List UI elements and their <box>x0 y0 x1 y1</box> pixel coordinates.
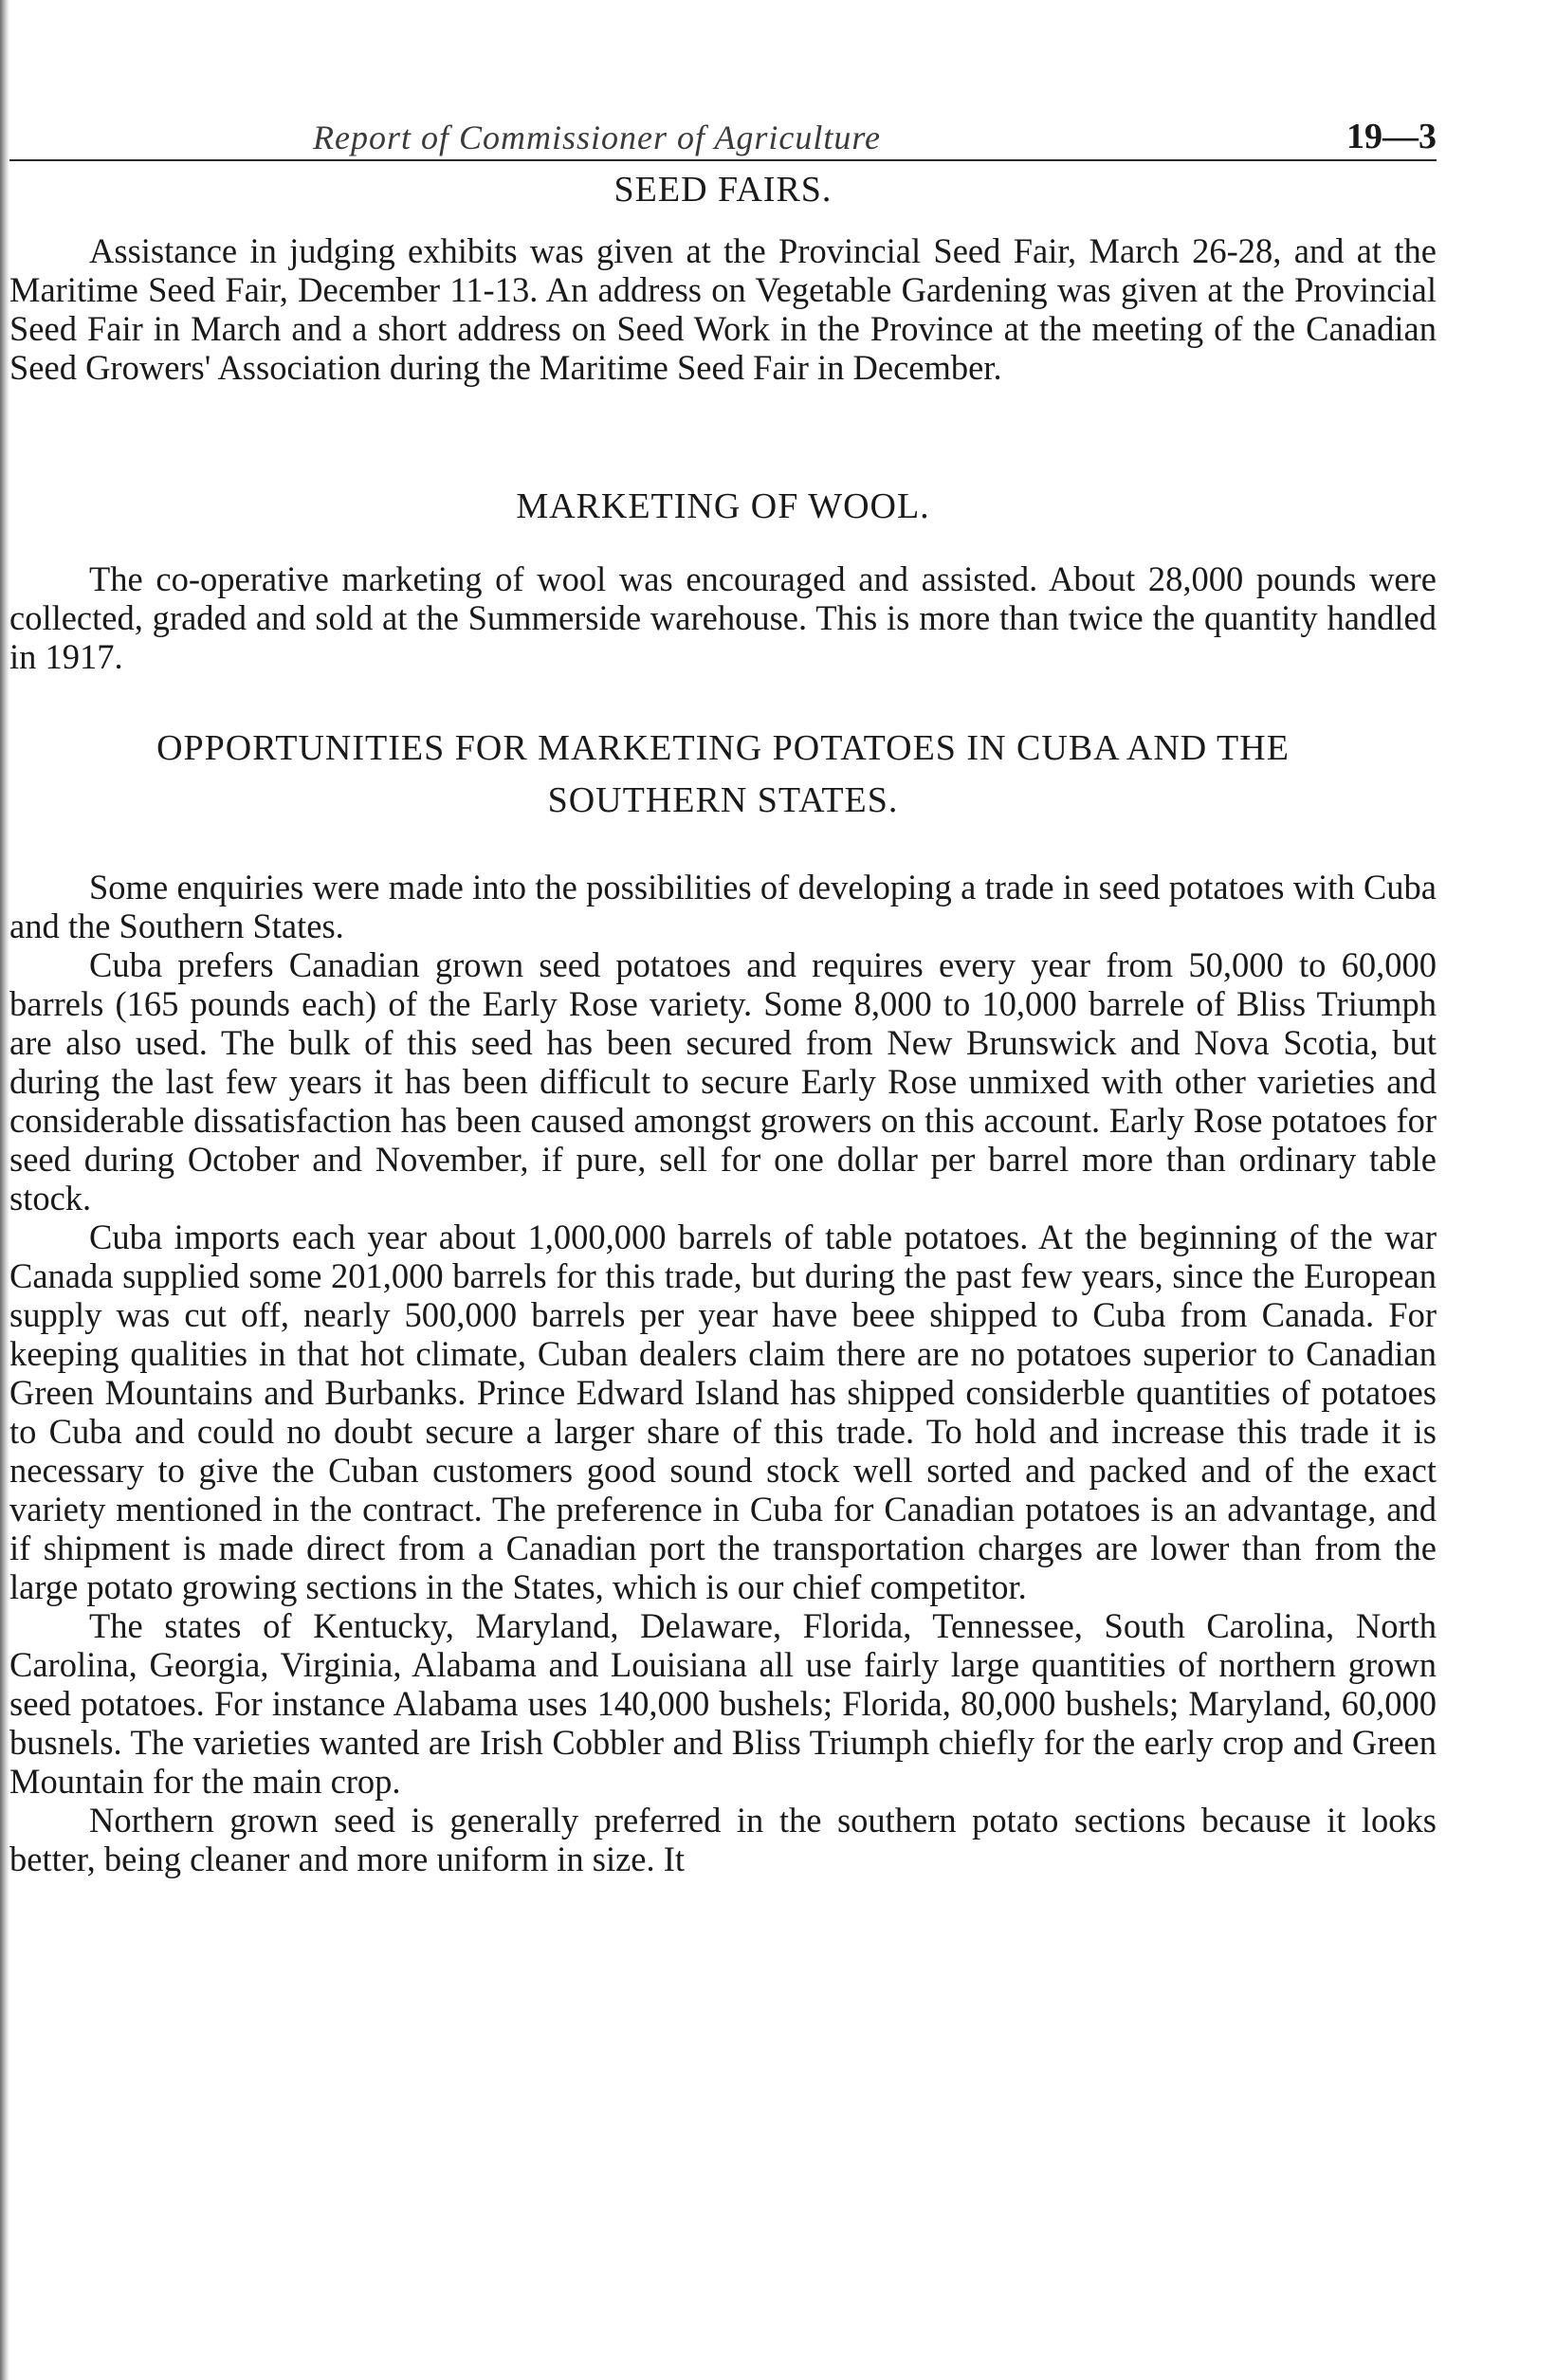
section-body-seed-fairs <box>9 231 1437 387</box>
page-number: 19—3 <box>1346 117 1437 156</box>
running-title: Report of Commissioner of Agriculture <box>313 119 881 156</box>
paragraph: The states of Kentucky, Maryland, Delaware, Florida, Tennessee, South Carolina, North Carolina, Georgia, Virginia, Alabama and Louisiana all use fairly large quantities of northern grown seed potatoes. For instance Alabama uses 140,000 bushels; Florida, 80,000 bushels; Maryland, 60,000 busnels. The varieties wanted are Irish Cobbler and Bliss Triumph chiefly for the early crop and Green Mountain for the main crop. <box>9 1606 1437 1801</box>
running-header <box>9 114 1437 161</box>
paragraph: The co-operative marketing of wool was encouraged and assisted. About 28,000 pounds were collected, graded and sold at the Summerside warehouse. This is more than twice the quantity handled in 1917. <box>9 559 1437 676</box>
paragraph: Cuba prefers Canadian grown seed potatoes and requires every year from 50,000 to 60,000 barrels (165 pounds each) of the Early Rose variety. Some 8,000 to 10,000 barrele of Bliss Triumph are also used. The bulk of this seed has been secured from New Brunswick and Nova Scotia, but during the last few years it has been difficult to secure Early Rose unmixed with other varieties and considerable dissatisfaction has been caused amongst growers on this account. Early Rose potatoes for seed during October and November, if pure, sell for one dollar per barrel more than ordinary table stock. <box>9 945 1437 1217</box>
paragraph: Assistance in judging exhibits was given at the Provincial Seed Fair, March 26-28, and at the Maritime Seed Fair, December 11-13. An address on Vegetable Gardening was given at the Provincial Seed Fair in March and a short address on Seed Work in the Province at the meeting of the Canadian Seed Growers' Association during the Maritime Seed Fair in December. <box>9 231 1437 387</box>
section-heading-seed-fairs: SEED FAIRS. <box>613 170 833 210</box>
section-body-potatoes <box>9 868 1437 1878</box>
section-body-marketing-wool <box>9 559 1437 676</box>
paragraph: Some enquiries were made into the possibilities of developing a trade in seed potatoes with Cuba and the Southern States. <box>9 868 1437 945</box>
section-heading-potatoes-line2: SOUTHERN STATES. <box>547 780 899 820</box>
section-heading-potatoes-line1: OPPORTUNITIES FOR MARKETING POTATOES IN CUBA AND THE <box>156 728 1290 768</box>
page-edge-shadow <box>0 0 9 2380</box>
paragraph: Northern grown seed is generally preferred in the southern potato sections because it looks better, being cleaner and more uniform in size. It <box>9 1801 1437 1878</box>
paragraph: Cuba imports each year about 1,000,000 barrels of table potatoes. At the beginning of the war Canada supplied some 201,000 barrels for this trade, but during the past few years, since the European supply was cut off, nearly 500,000 barrels per year have beee shipped to Cuba from Canada. For keeping qualities in that hot climate, Cuban dealers claim there are no potatoes superior to Canadian Green Mountains and Burbanks. Prince Edward Island has shipped considerble quantities of potatoes to Cuba and could no doubt secure a larger share of this trade. To hold and increase this trade it is necessary to give the Cuban customers good sound stock well sorted and packed and of the exact variety mentioned in the contract. The preference in Cuba for Canadian potatoes is an advantage, and if shipment is made direct from a Canadian port the transportation charges are lower than from the large potato growing sections in the States, which is our chief competitor. <box>9 1217 1437 1606</box>
section-heading-marketing-wool: MARKETING OF WOOL. <box>516 486 930 526</box>
